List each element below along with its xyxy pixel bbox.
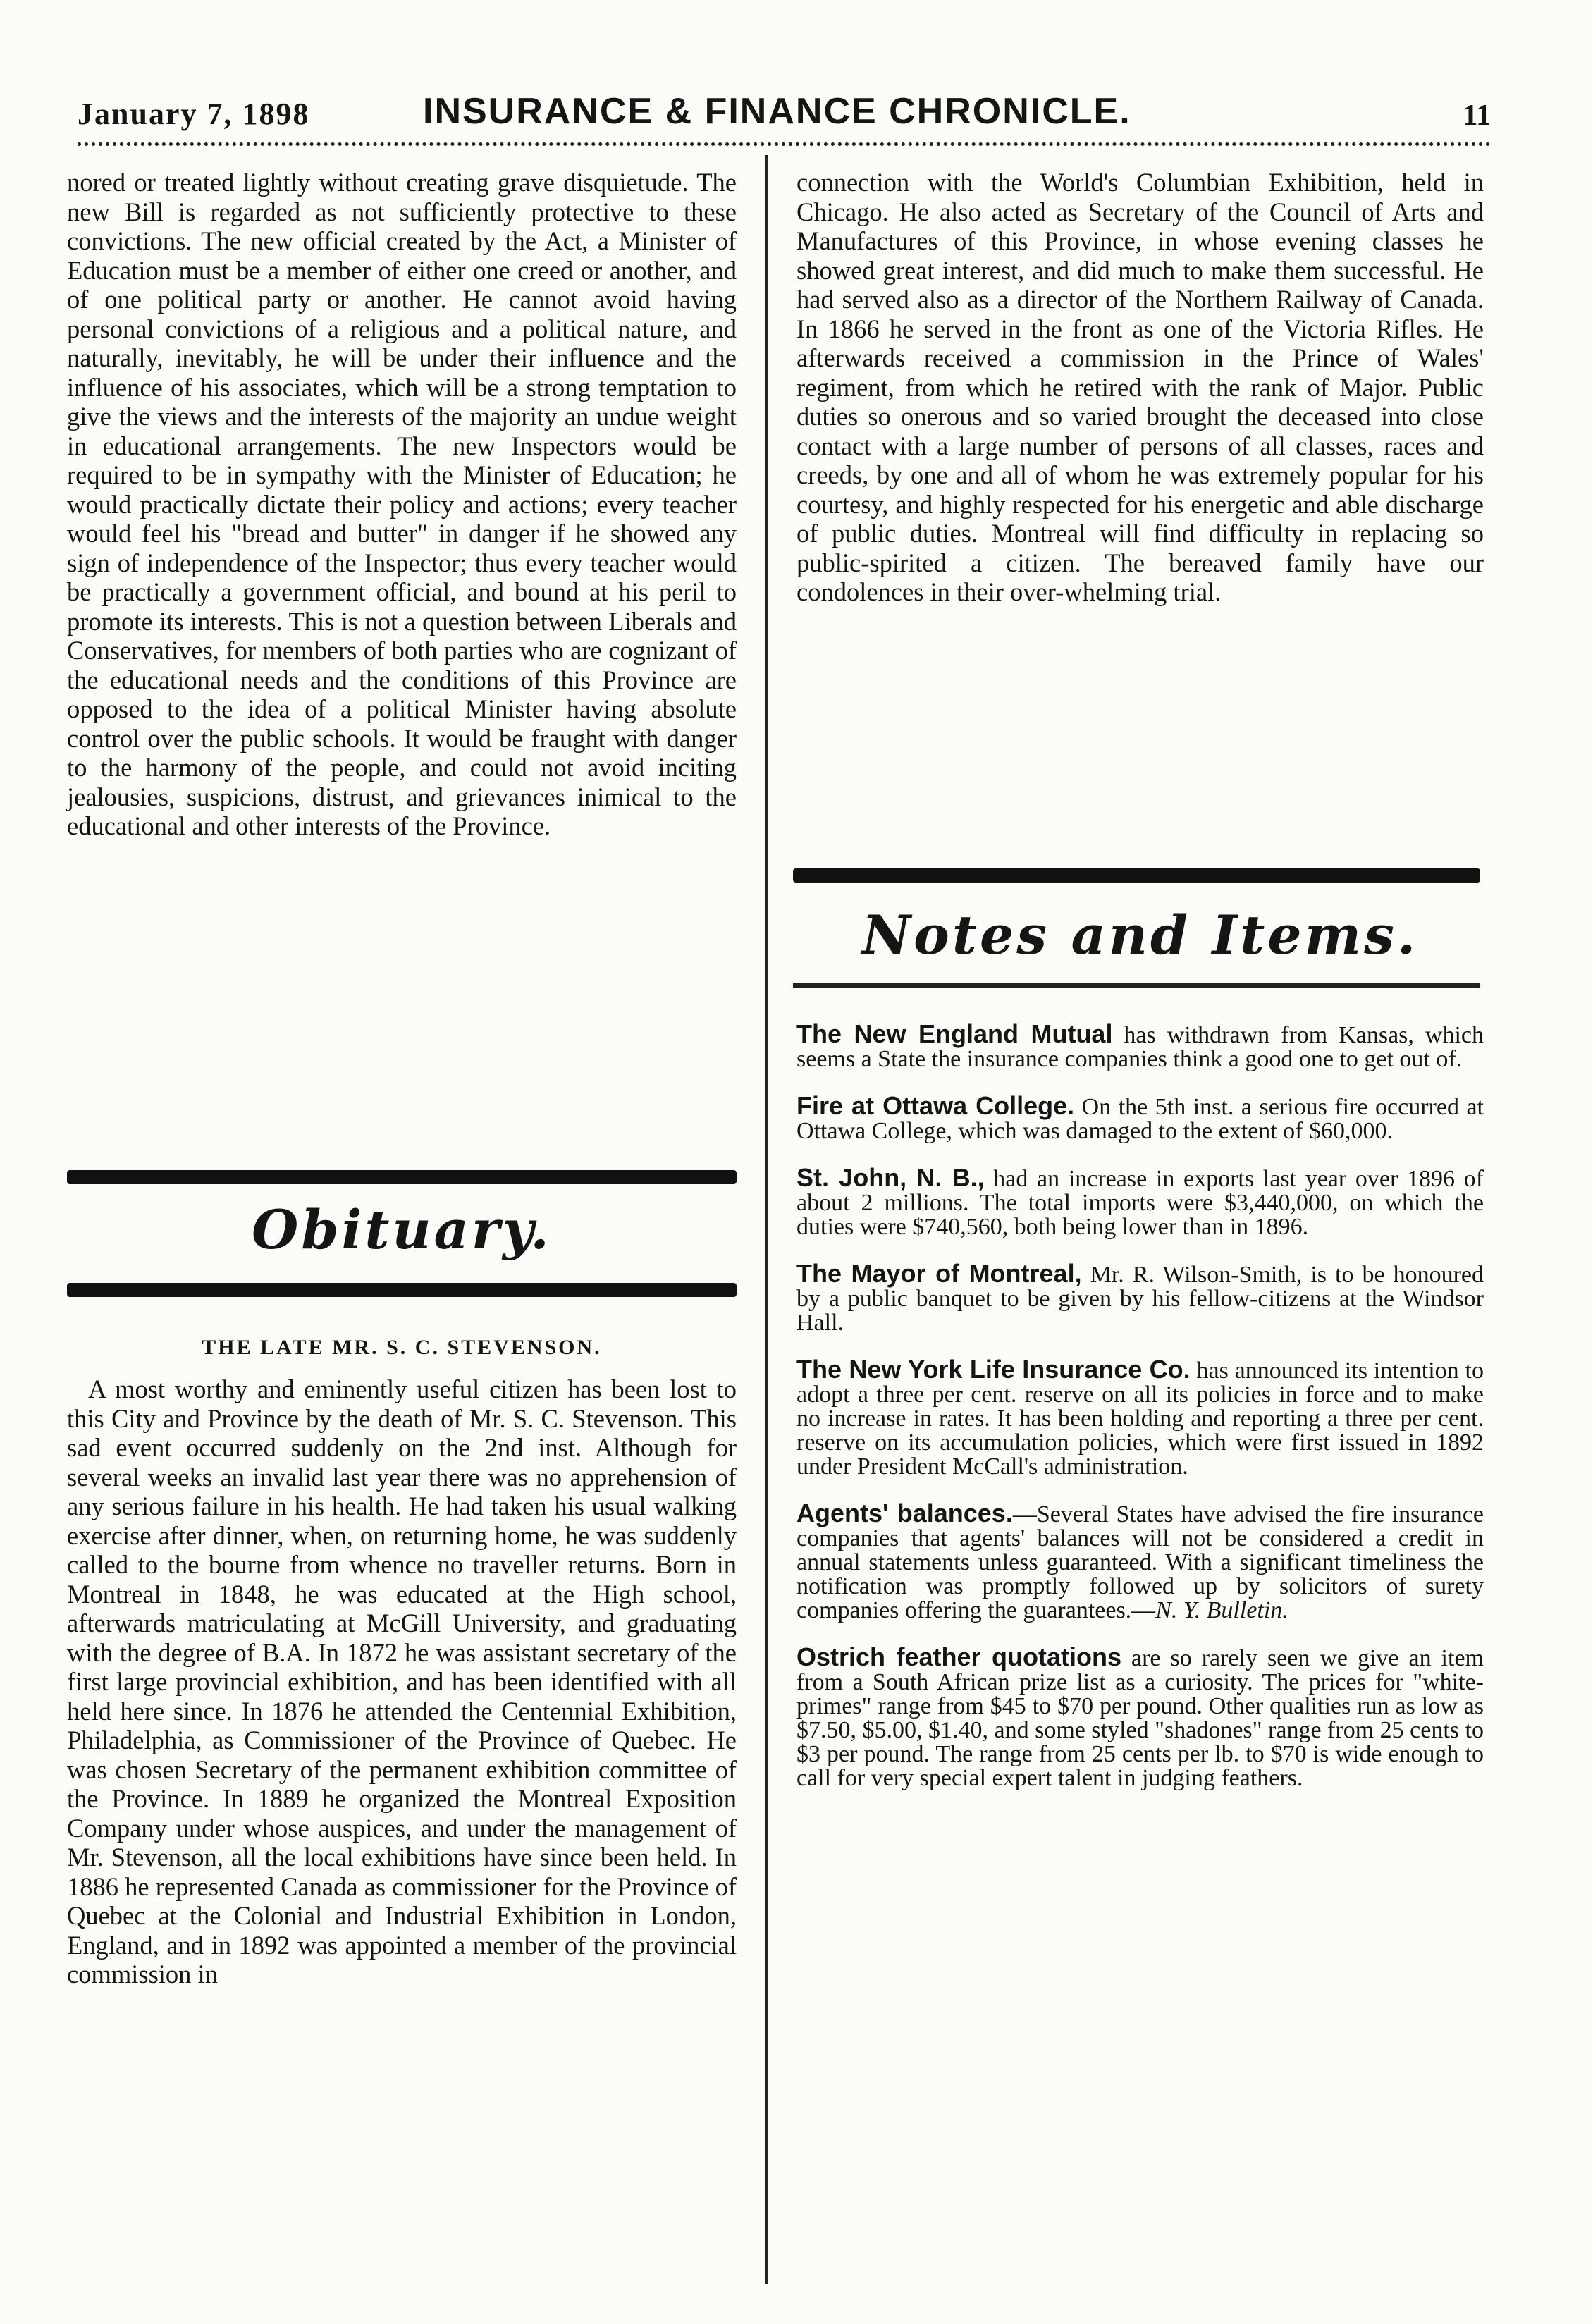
note-item <box>796 1163 1484 1240</box>
note-source: N. Y. Bulletin. <box>1155 1597 1288 1623</box>
note-text: had an increase in exports last year over 1896 of about 2 millions. The total imports were $3,440,000, on which the duties were $740,560, both being lower than in 1896. <box>796 1166 1484 1240</box>
obituary-heading: Obituary. <box>252 1198 552 1261</box>
column-divider <box>765 155 768 2284</box>
publication-title: INSURANCE & FINANCE CHRONICLE. <box>423 91 1131 132</box>
note-item <box>796 1091 1484 1144</box>
article-paragraph: nored or treated lightly without creating grave disquietude. The new Bill is regarded as not sufficiently protective to these convictions. The new official created by the Act, a Minister of Education must be a member of either one creed or another, and of one political party or another. He cannot avoid having personal convictions of a religious and a political nature, and naturally, inevitably, he will be under their influence and the influence of his associates, which will be a strong temptation to give the views and the interests of the majority an undue weight in educational arrangements. The new Inspectors would be required to be in sympathy with the Minister of Education; he would practically dictate their policy and actions; every teacher would feel his "bread and butter" in danger if he showed any sign of independence of the Inspector; thus every teacher would be practically a government official, and bound at his peril to promote its interests. This is not a question between Liberals and Conservatives, for members of both parties who are cognizant of the educational needs and the conditions of this Province are opposed to the idea of a political Minister having absolute control over the public schools. It would be fraught with danger to the harmony of the people, and could not avoid inciting jealousies, suspicions, distrust, and grievances inimical to the educational and other interests of the Province. <box>67 168 737 840</box>
note-text: On the 5th inst. a serious fire occurred at Ottawa College, which was damaged to the extent of $60,000. <box>796 1094 1484 1144</box>
obituary-continued-paragraph: connection with the World's Columbian Exhibition, held in Chicago. He also acted as Secretary of the Council of Arts and Manufactures of this Province, in whose evening classes he showed great interest, and did much to make them successful. He had served also as a director of the Northern Railway of Canada. In 1866 he served in the front as one of the Victoria Rifles. He afterwards received a commission in the Prince of Wales' regiment, from which he retired with the rank of Major. Public duties so onerous and so varied brought the deceased into close contact with a large number of persons of all classes, races and creeds, by one and all of whom he was extremely popular for his courtesy, and highly respected for his energetic and able discharge of public duties. Montreal will find difficulty in replacing so public-spirited a citizen. The bereaved family have our condolences in their over-whelming trial. <box>796 168 1484 606</box>
page-header <box>78 90 1491 140</box>
note-lead: St. John, N. B., <box>796 1163 985 1192</box>
note-lead: The New York Life Insurance Co. <box>796 1355 1191 1384</box>
notes-list <box>796 1019 1484 1813</box>
note-lead: Ostrich feather quotations <box>796 1642 1122 1671</box>
section-rule <box>67 1170 737 1184</box>
note-lead: Agents' balances. <box>796 1499 1013 1527</box>
education-article-continuation <box>67 168 737 841</box>
note-text: has announced its intention to adopt a three per cent. reserve on all its policies in force and to make no increase in rates. It has been holding and reporting a three per cent. reserve on its accumulation policies, which were first issued in 1892 under President McCall's administration. <box>796 1358 1484 1480</box>
page-number: 11 <box>1463 99 1491 132</box>
obituary-continuation <box>796 168 1484 607</box>
section-rule <box>793 983 1480 988</box>
section-rule <box>793 868 1480 883</box>
note-item <box>796 1642 1484 1791</box>
note-lead: The New England Mutual <box>796 1019 1113 1048</box>
note-text: Mr. R. Wilson-Smith, is to be honoured by a public banquet to be given by his fellow-citizens at the Windsor Hall. <box>796 1262 1484 1336</box>
note-item <box>796 1259 1484 1336</box>
note-text: —Several States have advised the fire insurance companies that agents' balances will not be considered a credit in annual statements unless guaranteed. With a significant timeliness the notification was promptly followed up by solicitors of surety companies offering the guarantees.— <box>796 1501 1484 1623</box>
note-lead: Fire at Ottawa College. <box>796 1091 1075 1120</box>
note-text: are so rarely seen we give an item from a South African prize list as a curiosity. The prices for "white-primes" range from $45 to $70 per pound. Other qualities run as low as $7.50, $5.00, $1.40, and some styled "shadones" range from 25 cents to $3 per pound. The range from 25 cents per lb. to $70 is wide enough to call for very special expert talent in judging feathers. <box>796 1645 1484 1791</box>
header-rule <box>78 142 1491 146</box>
note-item <box>796 1019 1484 1072</box>
section-rule <box>67 1283 737 1297</box>
note-lead: The Mayor of Montreal, <box>796 1259 1082 1288</box>
note-item <box>796 1355 1484 1480</box>
notes-and-items-heading: Notes and Items. <box>861 904 1419 966</box>
obituary-subhead: THE LATE MR. S. C. STEVENSON. <box>202 1336 602 1359</box>
note-item <box>796 1501 1484 1623</box>
obituary-body <box>67 1375 737 1989</box>
issue-date: January 7, 1898 <box>78 97 310 131</box>
note-text: has withdrawn from Kansas, which seems a State the insurance companies think a good one to get out of. <box>796 1022 1484 1072</box>
obituary-paragraph: A most worthy and eminently useful citizen has been lost to this City and Province by the death of Mr. S. C. Stevenson. This sad event occurred suddenly on the 2nd inst. Although for several weeks an invalid last year there was no apprehension of any serious failure in his health. He had taken his usual walking exercise after dinner, when, on returning home, he was suddenly called to the bourne from whence no traveller returns. Born in Montreal in 1848, he was educated at the High school, afterwards matriculating at McGill University, and graduating with the degree of B.A. In 1872 he was assistant secretary of the first large provincial exhibition, and has been identified with all held here since. In 1876 he attended the Centennial Exhibition, Philadelphia, as Commissioner of the Province of Quebec. He was chosen Secretary of the permanent exhibition committee of the Province. In 1889 he organized the Montreal Exposition Company under whose auspices, and under the management of Mr. Stevenson, all the local exhibitions have since been held. In 1886 he represented Canada as commissioner for the Province of Quebec at the Colonial and Industrial Exhibition in London, England, and in 1892 was appointed a member of the provincial commission in <box>67 1375 737 1988</box>
